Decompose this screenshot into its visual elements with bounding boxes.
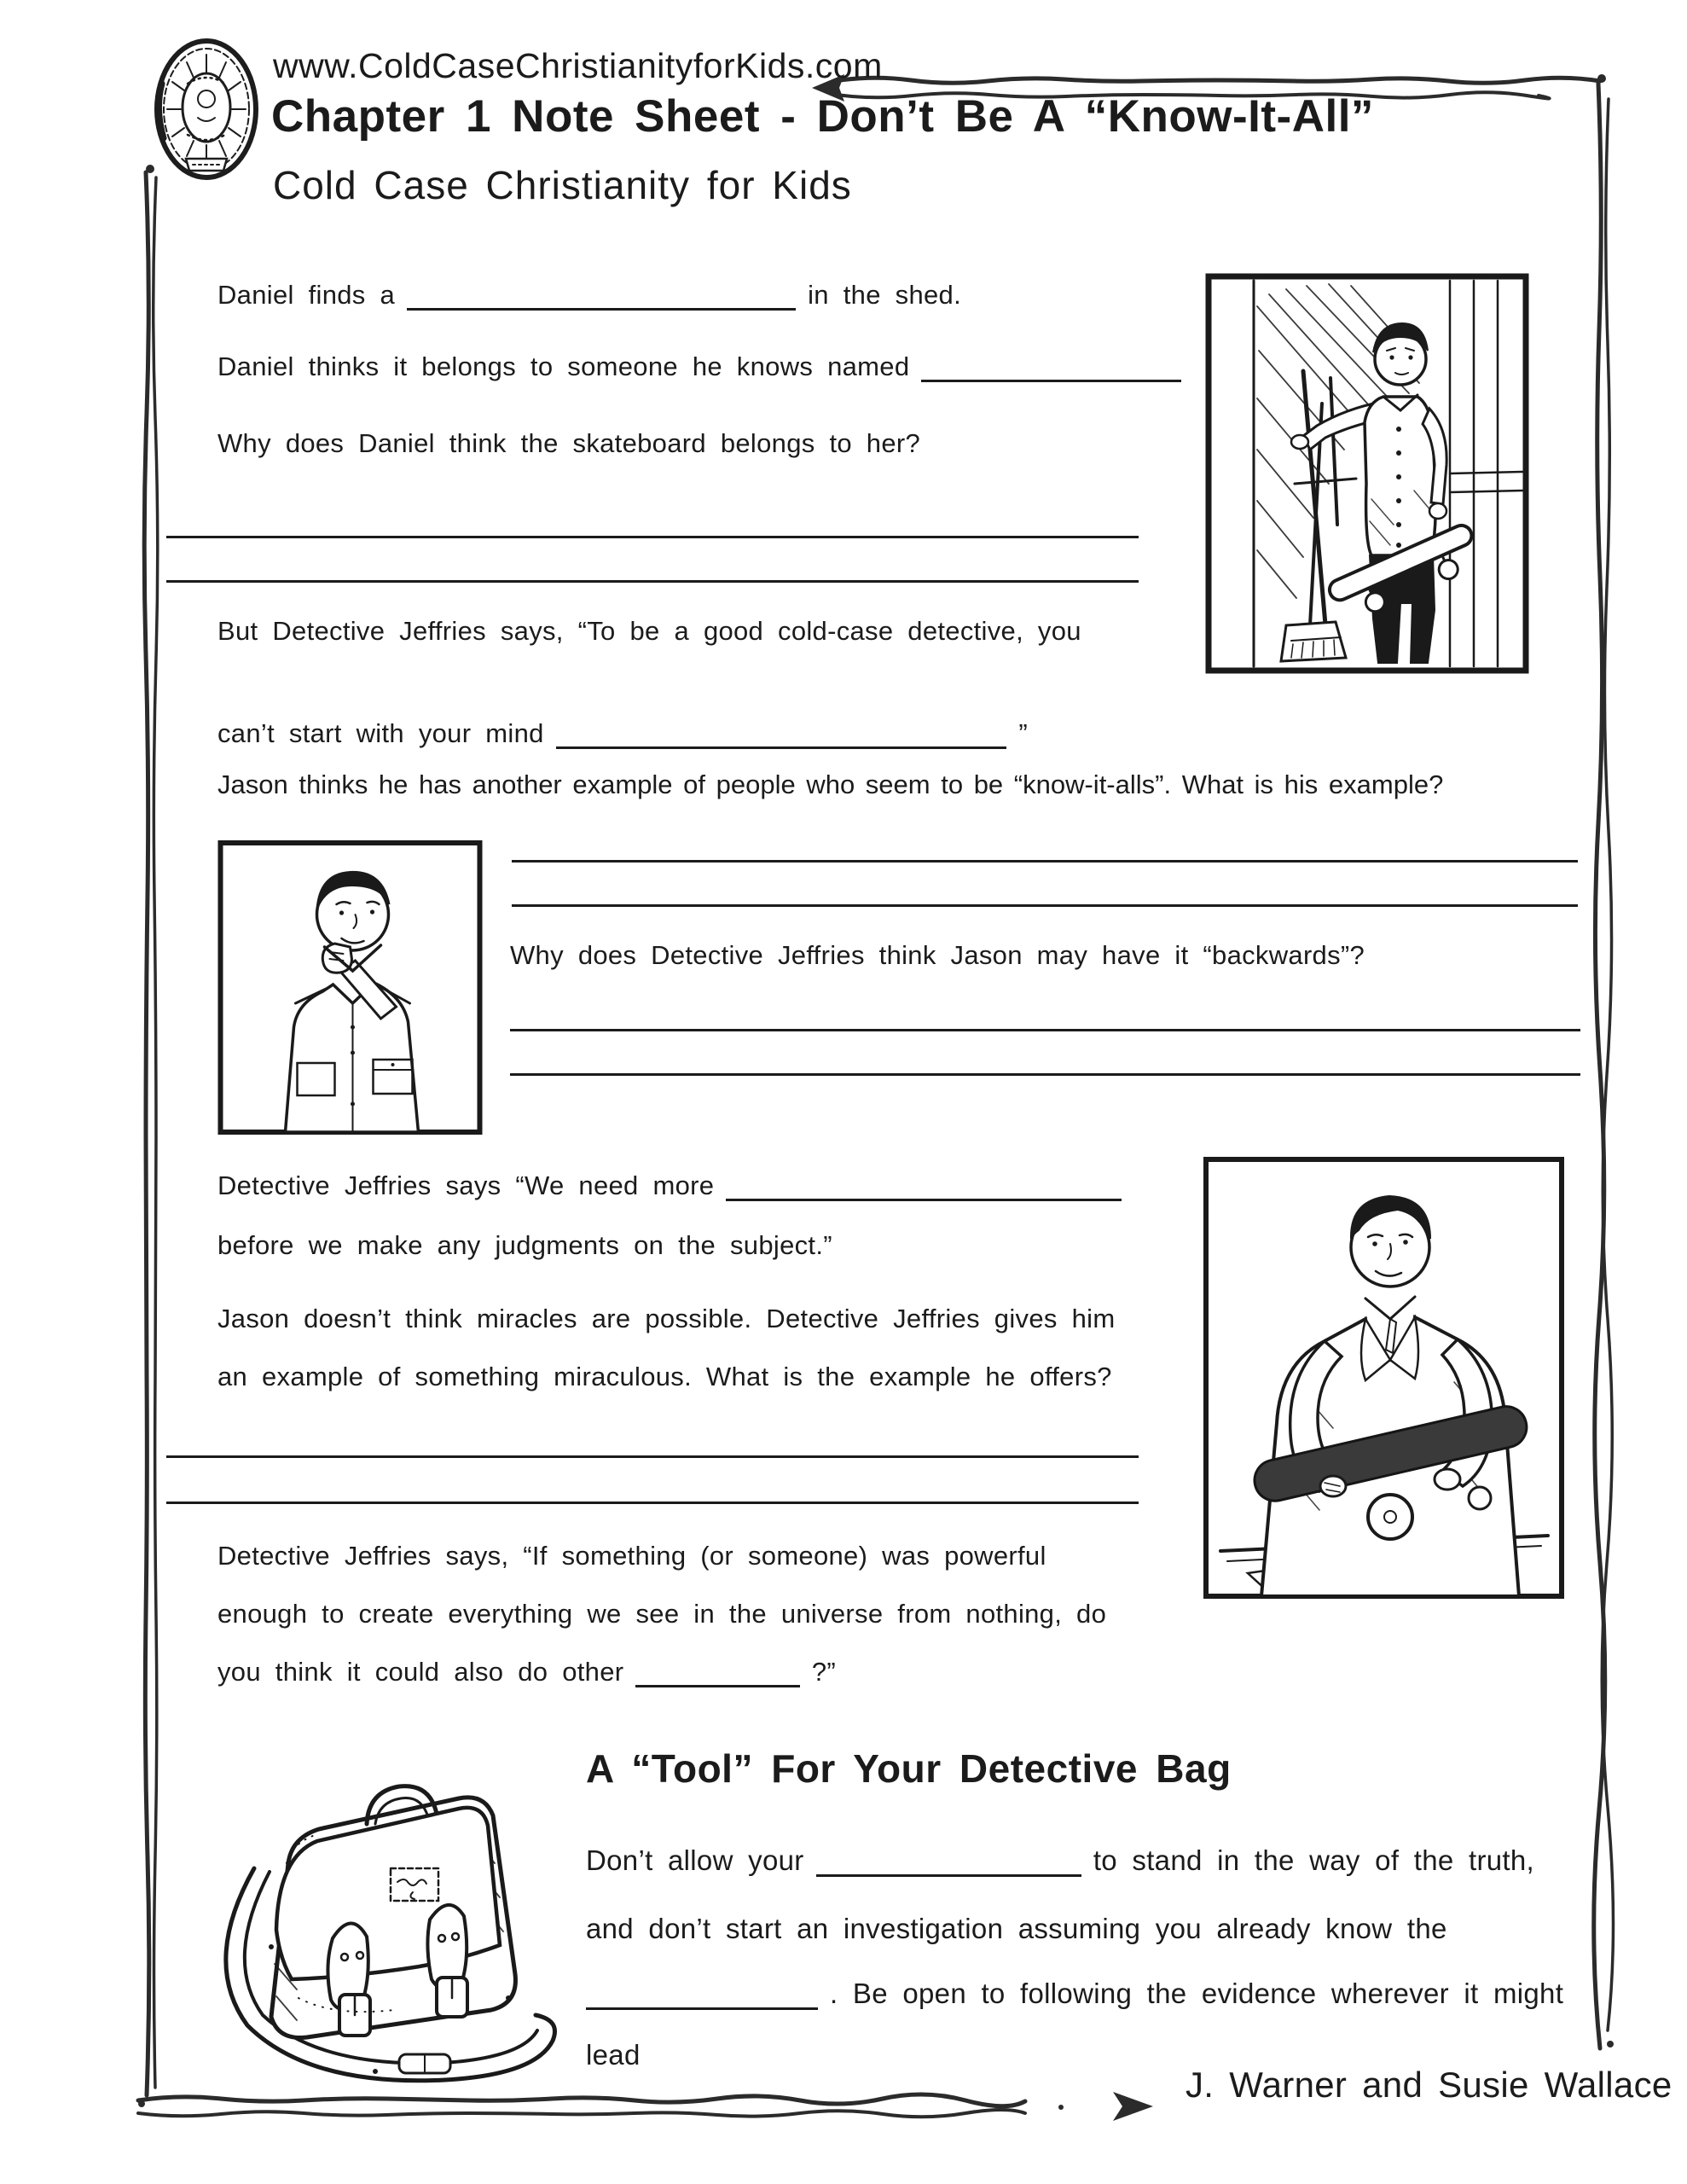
question-q9-line1 — [217, 1537, 1046, 1571]
answer-line — [166, 1502, 1139, 1504]
page-subtitle: Cold Case Christianity for Kids — [273, 163, 852, 207]
shed-illustration — [1201, 269, 1533, 678]
question-q6 — [510, 937, 1365, 971]
thinker-illustration — [212, 836, 489, 1139]
examiner-illustration — [1198, 1152, 1569, 1604]
question-q7-line1 — [217, 1167, 1122, 1201]
answer-line — [512, 904, 1578, 907]
answer-line — [512, 860, 1578, 863]
answer-line — [510, 1029, 1580, 1031]
question-text: Why does Daniel think the skateboard belongs to her? — [217, 428, 921, 458]
badge-logo-icon — [150, 34, 266, 184]
question-text: before we make any judgments on the subject.” — [217, 1230, 832, 1260]
answer-line — [166, 536, 1139, 538]
question-q5 — [217, 766, 1443, 800]
question-text: ” — [1018, 718, 1028, 748]
question-text: Daniel thinks it belongs to someone he knows named — [217, 351, 910, 381]
answer-line — [166, 1455, 1139, 1458]
question-text: Detective Jeffries says “We need more — [217, 1170, 715, 1200]
tool-line3 — [586, 1974, 1563, 2010]
tool-line1 — [586, 1841, 1534, 1877]
question-q9-line3 — [217, 1653, 836, 1687]
question-text: in the shed. — [808, 280, 961, 310]
question-text: But Detective Jeffries says, “To be a good cold-case detective, you — [217, 616, 1081, 646]
fill-in-blank — [635, 1653, 799, 1687]
credit-text: J. Warner and Susie Wallace — [1186, 2065, 1673, 2105]
question-q4-line1 — [217, 613, 1081, 647]
fill-in-blank — [556, 714, 1007, 749]
tool-line4 — [586, 2036, 641, 2071]
question-text: ?” — [811, 1657, 836, 1687]
question-text: enough to create everything we see in the universe from nothing, do — [217, 1599, 1107, 1629]
question-q3 — [217, 425, 920, 459]
tool-text: . Be open to following the evidence wherever it might — [830, 1978, 1564, 2009]
question-text: Detective Jeffries says, “If something (or someone) was powerful — [217, 1541, 1046, 1571]
question-text: an example of something miraculous. What is the example he offers? — [217, 1362, 1112, 1391]
question-text: can’t start with your mind — [217, 718, 544, 748]
fill-in-blank — [816, 1842, 1081, 1877]
question-q7-line2 — [217, 1227, 832, 1261]
answer-line — [510, 1073, 1580, 1076]
question-q8-line2 — [217, 1358, 1112, 1392]
fill-in-blank — [921, 347, 1181, 382]
question-q9-line2 — [217, 1595, 1106, 1629]
question-text: you think it could also do other — [217, 1657, 624, 1687]
question-q4-line2 — [217, 715, 1028, 749]
fill-in-blank — [726, 1166, 1122, 1201]
tool-text: to stand in the way of the truth, — [1093, 1844, 1534, 1876]
question-text: Jason doesn’t think miracles are possible. Detective Jeffries gives him — [217, 1304, 1116, 1333]
question-text: Why does Detective Jeffries think Jason may have it “backwards”? — [510, 940, 1365, 970]
tool-text: Don’t allow your — [586, 1844, 804, 1876]
question-q2 — [217, 348, 1181, 382]
tool-section-heading: A “Tool” For Your Detective Bag — [586, 1746, 1232, 1791]
page-title: Chapter 1 Note Sheet - Don’t Be A “Know-It-All” — [271, 91, 1374, 142]
tool-line2 — [586, 1909, 1447, 1945]
answer-line — [166, 580, 1139, 583]
fill-in-blank — [586, 1975, 818, 2010]
fill-in-blank — [407, 276, 796, 311]
site-url: www.ColdCaseChristianityforKids.com — [273, 46, 883, 85]
question-q8-line1 — [217, 1300, 1115, 1334]
tool-text: and don’t start an investigation assuming you already know the — [586, 1913, 1447, 1944]
bag-illustration — [198, 1742, 565, 2083]
question-q1 — [217, 276, 961, 311]
question-text: Jason thinks he has another example of people who seem to be “know-it-alls”. What is his example? — [217, 770, 1444, 799]
tool-text: lead — [586, 2039, 641, 2071]
question-text: Daniel finds a — [217, 280, 396, 310]
